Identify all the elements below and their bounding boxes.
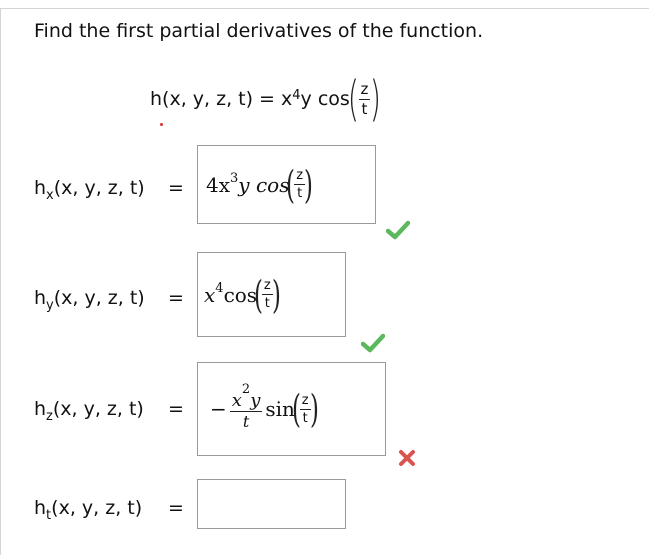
left-divider	[0, 8, 1, 555]
answer-mid: sin	[265, 397, 295, 421]
function-lhs: h(x, y, z, t) = x	[150, 88, 293, 110]
answer-exp: 3	[230, 171, 239, 186]
left-paren: (	[291, 387, 301, 431]
row-label-ht: $h_t(x$, y, z, t)	[34, 497, 143, 523]
answer-coef: x	[204, 282, 216, 307]
equals-sign: =	[168, 287, 184, 309]
left-paren: (	[286, 162, 296, 207]
answer-fraction	[300, 394, 311, 425]
top-divider	[0, 0, 649, 9]
checkmark-icon	[386, 220, 410, 240]
answer-box-hy[interactable]	[197, 252, 346, 337]
answer-box-ht[interactable]	[197, 479, 346, 529]
fraction-numerator: z	[263, 278, 271, 293]
answer-box-hx[interactable]	[197, 145, 376, 224]
fraction-denominator: t	[242, 411, 250, 431]
left-paren: (	[347, 71, 359, 127]
answer-exp: 4	[215, 281, 224, 296]
right-paren: )	[271, 272, 281, 317]
equals-sign: =	[168, 398, 184, 420]
red-dot-marker	[160, 123, 163, 126]
answer-mid: cos	[223, 282, 258, 307]
left-paren: (	[254, 272, 263, 317]
fraction-denominator: t	[297, 186, 303, 201]
answer-big-fraction	[230, 381, 263, 431]
question-text: Find the first partial derivatives of the function.	[34, 20, 484, 42]
fraction-numerator: z	[360, 79, 369, 98]
row-label-hx: $h_x(x$, y, z, t)	[34, 177, 145, 203]
fraction-numerator: $x^2y$	[231, 381, 261, 411]
function-fraction	[359, 79, 371, 118]
x-mark-icon	[398, 449, 416, 467]
right-paren: )	[304, 162, 313, 207]
equals-sign: =	[168, 497, 184, 519]
answer-box-hz[interactable]	[197, 362, 386, 456]
right-paren: )	[309, 387, 319, 431]
fraction-denominator: t	[302, 410, 308, 426]
row-label-hz: $h_z(x$, y, z, t)	[34, 398, 144, 424]
checkmark-icon	[361, 333, 385, 353]
fraction-numerator: z	[296, 168, 304, 183]
fraction-denominator: t	[264, 296, 270, 311]
function-exponent: 4	[292, 87, 301, 103]
answer-coef: 4x	[206, 172, 231, 197]
answer-mid: y cos	[238, 172, 290, 197]
function-mid: y cos	[300, 88, 350, 110]
answer-sign: −	[210, 397, 227, 421]
right-paren: )	[370, 71, 382, 127]
row-label-hy: $h_y(x$, y, z, t)	[34, 287, 145, 313]
fraction-numerator: z	[301, 392, 309, 408]
equals-sign: =	[168, 177, 184, 199]
function-definition	[150, 71, 382, 127]
fraction-denominator: t	[361, 99, 368, 118]
